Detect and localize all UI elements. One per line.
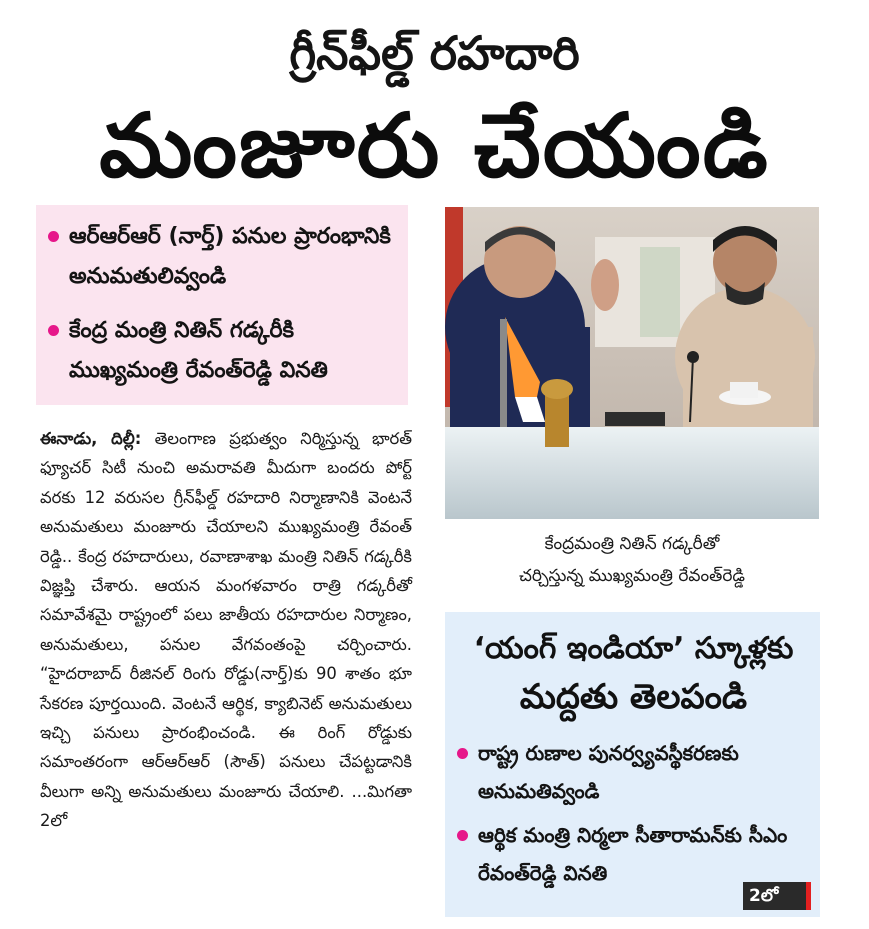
sidebar-bullet-text: ఆర్థిక మంత్రి నిర్మలా సీతారామన్‌కు సీఎం రేవంత్‌రెడ్డి వినతి (478, 823, 788, 885)
highlight-item (48, 217, 400, 297)
sidebar-bullet-text: రాష్ట్ర రుణాల పునర్వ్యవస్థీకరణకు అనుమతివ్వండి (478, 741, 739, 803)
caption-line: చర్చిస్తున్న ముఖ్యమంత్రి రేవంత్‌రెడ్డి (518, 566, 746, 586)
headline-kicker: గ్రీన్‌ఫీల్డ్ రహదారి (289, 26, 580, 80)
meeting-photo-illustration (445, 207, 819, 519)
bullet-dot-icon (48, 231, 59, 242)
sidebar-story (445, 612, 820, 917)
article-body (40, 424, 412, 836)
sidebar-title-line2: మద్దతు తెలపండి (519, 677, 748, 717)
highlight-text: కేంద్ర మంత్రి నితిన్ గడ్కరీకి ముఖ్యమంత్రి రేవంత్‌రెడ్డి వినతి (69, 318, 328, 383)
continued-note: ...మిగతా 2లో (40, 781, 412, 831)
caption-line: కేంద్రమంత్రి నితిన్ గడ్కరీతో (544, 534, 720, 554)
photo-caption (445, 528, 819, 592)
meeting-photo (445, 207, 819, 519)
bullet-dot-icon (457, 830, 468, 841)
sidebar-bullet (457, 816, 810, 892)
headline-main: మంజూరు చేయండి (99, 94, 770, 197)
article-dateline: ఈనాడు, దిల్లీ: (40, 429, 142, 448)
bullet-dot-icon (457, 748, 468, 759)
highlight-text: ఆర్‌ఆర్‌ఆర్ (నార్త్) పనుల ప్రారంభానికి అనుమతులివ్వండి (69, 224, 391, 289)
highlights-box (36, 205, 408, 405)
page-reference-badge: 2లో (743, 882, 811, 910)
bullet-dot-icon (48, 325, 59, 336)
sidebar-bullet (457, 734, 810, 810)
sidebar-title-line1: ‘యంగ్ ఇండియా’ స్కూళ్లకు (473, 631, 794, 666)
article-text: తెలంగాణ ప్రభుత్వం నిర్మిస్తున్న భారత్ ఫ్యూచర్ సిటీ నుంచి అమరావతి మీదుగా బందరు పోర్ట్ వరకు 12 వరుసల గ్రీన్‌ఫీల్డ్ రహదారి నిర్మాణానికి వెంటనే అనుమతులు మంజూరు చేయాలని ముఖ్యమంత్రి రేవంత్ రెడ్డి.. కేంద్ర రహదారులు, రవాణాశాఖ మంత్రి నితిన్ గడ్కరీకి విజ్ఞప్తి చేశారు. ఆయన మంగళవారం రాత్రి గడ్కరీతో సమావేశమై రాష్ట్రంలో పలు జాతీయ రహదారుల నిర్మాణం, అనుమతులు, పనుల వేగవంతంపై చర్చించారు. “హైదరాబాద్ రీజినల్ రింగు రోడ్డు(నార్త్)కు 90 శాతం భూ సేకరణ పూర్తయింది. వెంటనే ఆర్థిక, క్యాబినెట్ అనుమతులు ఇచ్చి పనులు ప్రారంభించండి. ఈ రింగ్ రోడ్డుకు సమాంతరంగా ఆర్‌ఆర్‌ఆర్ (సౌత్) పనులు చేపట్టడానికి వీలుగా అన్ని అనుమతులు మంజూరు చేయాలి. (40, 429, 412, 801)
highlight-item (48, 311, 400, 391)
